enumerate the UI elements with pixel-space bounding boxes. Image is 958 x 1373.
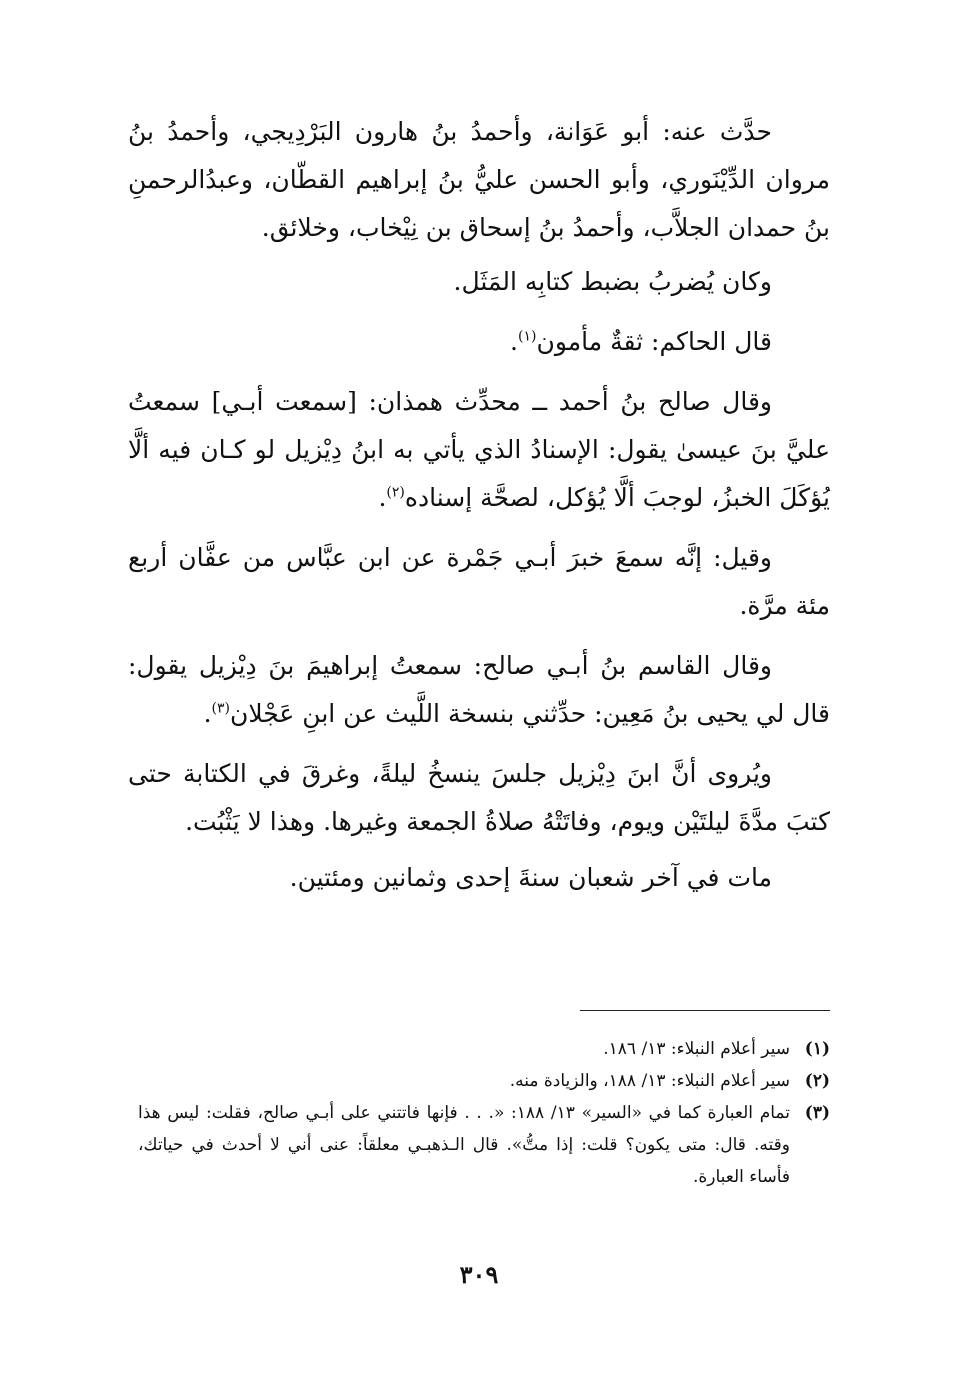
footnote-3 <box>138 1097 830 1193</box>
footnote-ref-3: (٣) <box>211 700 231 717</box>
paragraph-narrators: حدَّث عنه: أبو عَوَانة، وأحمدُ بنُ هارون البَرْدِيجي، وأحمدُ بنُ مروان الدِّيْنَوري، وأبو الحسن عليُّ بنُ إبراهيم القطّان، وعبدُالرحمنِ بنُ حمدان الجلاَّب، وأحمدُ بنُ إسحاق بن نِيْخاب، وخلائق. <box>128 117 830 242</box>
footnote-1 <box>138 1033 830 1065</box>
paragraph-precision: وكان يُضربُ بضبط كتابِه المَثَل. <box>453 267 772 296</box>
footnote-3-number: (٣) <box>804 1103 830 1123</box>
paragraph-qasim-text: وقال القاسم بنُ أبـي صالح: سمعتُ إبراهيمَ بنَ دِيْزيل يقول: قال لي يحيى بنُ مَعِين: حدِّثني بنسخة اللَّيث عن ابنِ عَجْلان <box>128 651 830 728</box>
footnote-3-text: تمام العبارة كما في «السير» ١٣/ ١٨٨: «. . . فإنها فاتتني على أبـي صالح، فقلت: ليس هذا وقته. قال: متى يكون؟ قلت: إذا متُّ». قال الـذهبـي معلقاً: عنى أني لا أحدث في حياتك، فأساء العبارة. <box>138 1103 790 1187</box>
paragraph-qasim-end: . <box>203 699 212 728</box>
footnote-ref-2: (٢) <box>386 484 405 501</box>
paragraph-salih <box>128 378 830 522</box>
paragraph-salih-end: . <box>378 483 387 512</box>
paragraph-qila: وقيل: إنَّه سمعَ خبرَ أبـي جَمْرة عن ابن عبَّاس من عفَّان أربع مئة مرَّة. <box>128 543 830 620</box>
paragraph-hakim-text: قال الحاكم: ثقةٌ مأمون <box>536 327 772 356</box>
footnotes-block <box>138 1033 830 1193</box>
paragraph-yurwa: ويُروى أنَّ ابنَ دِيْزيل جلسَ ينسخُ ليلةً، وغرقَ في الكتابة حتى كتبَ مدَّةَ ليلتَيْن ويوم، وفاتَتْهُ صلاةُ الجمعة وغيرها. وهذا لا يَثْبُت. <box>128 759 830 836</box>
footnote-1-text: سير أعلام النبلاء: ١٣/ ١٨٦. <box>603 1039 790 1059</box>
footnote-ref-1: (١) <box>517 328 537 345</box>
page-number: ٣٠٩ <box>459 1260 499 1289</box>
paragraph-hakim-end: . <box>510 327 518 356</box>
paragraph-qasim <box>128 642 830 738</box>
paragraph-hakim <box>128 318 830 366</box>
footnote-2 <box>138 1065 830 1097</box>
footnote-1-number: (١) <box>804 1039 830 1059</box>
footnote-2-text: سير أعلام النبلاء: ١٣/ ١٨٨، والزيادة منه. <box>509 1071 790 1091</box>
footnote-separator <box>580 1010 830 1011</box>
paragraph-death: مات في آخر شعبان سنةَ إحدى وثمانين ومئتين. <box>289 863 772 892</box>
main-text-block <box>128 108 830 902</box>
footnote-2-number: (٢) <box>804 1071 830 1091</box>
paragraph-salih-text: وقال صالح بنُ أحمد ــ محدِّث همذان: [سمعت أبـي] سمعتُ عليَّ بنَ عيسىٰ يقول: الإسنادُ الذي يأتي به ابنُ دِيْزيل لو كـان فيه ألَّا يُؤكَلَ الخبزُ، لوجبَ ألَّا يُؤكل، لصحَّة إسناده <box>128 387 830 512</box>
